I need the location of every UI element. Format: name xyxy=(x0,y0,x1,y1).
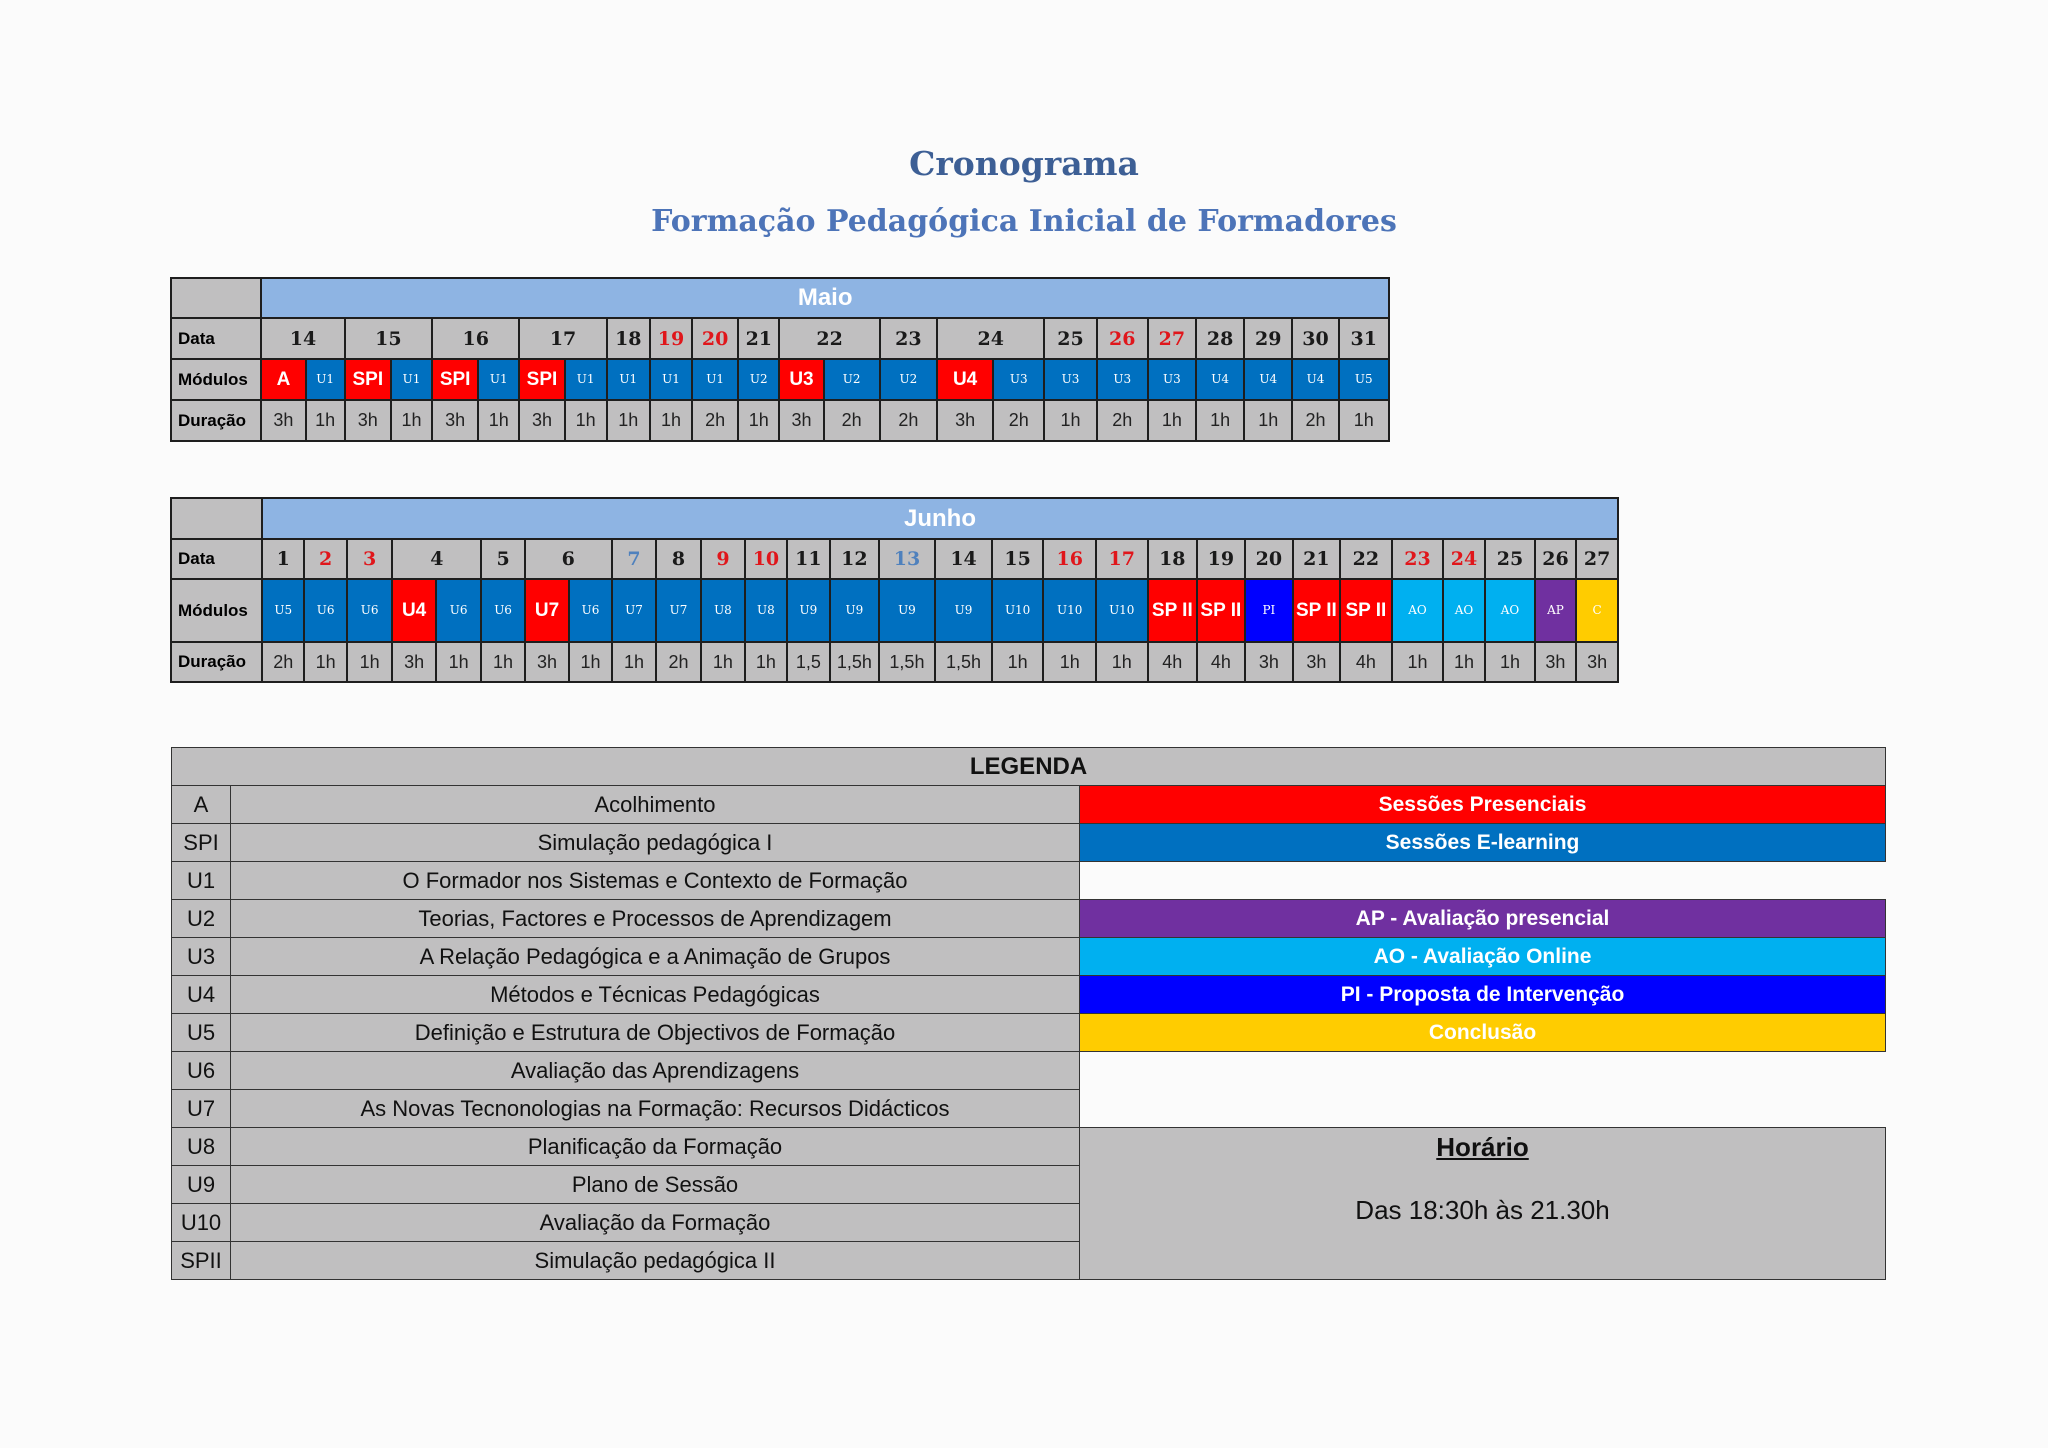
duration-cell: 1h xyxy=(1485,642,1535,682)
date-cell: 24 xyxy=(937,318,1044,359)
page-title: Cronograma xyxy=(909,144,1139,183)
duration-cell: 2h xyxy=(993,400,1044,441)
horario-text: Das 18:30h às 21.30h xyxy=(1355,1195,1610,1225)
row-label-modulos: Módulos xyxy=(171,579,262,642)
module-cell: SP II xyxy=(1197,579,1245,642)
junho-month-header: Junho xyxy=(262,498,1618,539)
date-cell: 30 xyxy=(1292,318,1338,359)
legend-code: U7 xyxy=(172,1090,231,1128)
module-cell: U9 xyxy=(830,579,879,642)
legend-description: Avaliação das Aprendizagens xyxy=(231,1052,1080,1090)
legend-color-key: Sessões E-learning xyxy=(1080,824,1886,862)
module-cell: SP II xyxy=(1340,579,1393,642)
date-cell: 27 xyxy=(1576,539,1618,579)
row-label-data: Data xyxy=(171,539,262,579)
module-cell: U2 xyxy=(824,359,880,400)
duration-cell: 2h xyxy=(1097,400,1148,441)
legend-description: Métodos e Técnicas Pedagógicas xyxy=(231,976,1080,1014)
date-cell: 25 xyxy=(1485,539,1535,579)
date-cell: 24 xyxy=(1443,539,1485,579)
legend-description: Avaliação da Formação xyxy=(231,1204,1080,1242)
duration-cell: 1,5h xyxy=(879,642,936,682)
date-cell: 17 xyxy=(519,318,606,359)
duration-cell: 1h xyxy=(1244,400,1292,441)
module-cell: U2 xyxy=(880,359,937,400)
legend-code: U10 xyxy=(172,1204,231,1242)
date-cell: 7 xyxy=(612,539,656,579)
junho-schedule-table xyxy=(170,497,1619,683)
duration-cell: 1h xyxy=(1148,400,1196,441)
module-cell: U6 xyxy=(436,579,481,642)
legend-description: Planificação da Formação xyxy=(231,1128,1080,1166)
module-cell: U1 xyxy=(650,359,692,400)
module-cell: U7 xyxy=(656,579,700,642)
legend-code: U8 xyxy=(172,1128,231,1166)
date-cell: 26 xyxy=(1097,318,1148,359)
maio-month-header: Maio xyxy=(261,278,1389,318)
duration-cell: 4h xyxy=(1148,642,1198,682)
legend-spacer xyxy=(1080,1052,1886,1128)
date-cell: 1 xyxy=(262,539,304,579)
duration-cell: 2h xyxy=(824,400,880,441)
duration-cell: 1h xyxy=(391,400,432,441)
legend-description: Simulação pedagógica I xyxy=(231,824,1080,862)
duration-cell: 2h xyxy=(692,400,738,441)
module-cell: U9 xyxy=(879,579,936,642)
date-cell: 15 xyxy=(992,539,1044,579)
duration-cell: 4h xyxy=(1197,642,1245,682)
date-cell: 26 xyxy=(1535,539,1576,579)
module-cell: U8 xyxy=(745,579,786,642)
module-cell: U4 xyxy=(1244,359,1292,400)
row-label-modulos: Módulos xyxy=(171,359,261,400)
duration-cell: 1h xyxy=(565,400,607,441)
maio-schedule-table xyxy=(170,277,1390,442)
module-cell: U1 xyxy=(478,359,519,400)
date-cell: 19 xyxy=(650,318,692,359)
date-cell: 16 xyxy=(432,318,519,359)
duration-cell: 2h xyxy=(262,642,304,682)
legend-code: U5 xyxy=(172,1014,231,1052)
module-cell: U10 xyxy=(1096,579,1148,642)
legend-code: U1 xyxy=(172,862,231,900)
duration-cell: 1,5h xyxy=(935,642,992,682)
module-cell: U4 xyxy=(392,579,435,642)
module-cell: U9 xyxy=(787,579,830,642)
date-cell: 14 xyxy=(261,318,344,359)
module-cell: U1 xyxy=(391,359,432,400)
module-cell: U4 xyxy=(1292,359,1338,400)
date-cell: 3 xyxy=(347,539,392,579)
module-cell: AO xyxy=(1392,579,1443,642)
duration-cell: 1h xyxy=(1043,642,1096,682)
duration-cell: 1h xyxy=(569,642,611,682)
module-cell: U1 xyxy=(565,359,607,400)
module-cell: U9 xyxy=(935,579,992,642)
date-cell: 19 xyxy=(1197,539,1245,579)
duration-cell: 3h xyxy=(1535,642,1576,682)
legend-code: SPI xyxy=(172,824,231,862)
legend-color-key: PI - Proposta de Intervenção xyxy=(1080,976,1886,1014)
date-cell: 27 xyxy=(1148,318,1196,359)
legend-spacer xyxy=(1080,862,1886,900)
duration-cell: 1h xyxy=(347,642,392,682)
date-cell: 13 xyxy=(879,539,936,579)
duration-cell: 1h xyxy=(738,400,779,441)
date-cell: 16 xyxy=(1043,539,1096,579)
legend-description: Teorias, Factores e Processos de Aprendizagem xyxy=(231,900,1080,938)
duration-cell: 1,5h xyxy=(830,642,879,682)
duration-cell: 1h xyxy=(992,642,1044,682)
duration-cell: 1h xyxy=(1443,642,1485,682)
module-cell: U8 xyxy=(701,579,745,642)
date-cell: 9 xyxy=(701,539,745,579)
duration-cell: 3h xyxy=(519,400,564,441)
legend-color-key: AP - Avaliação presencial xyxy=(1080,900,1886,938)
legend-description: Simulação pedagógica II xyxy=(231,1242,1080,1280)
duration-cell: 1h xyxy=(745,642,786,682)
module-cell: U6 xyxy=(347,579,392,642)
module-cell: U1 xyxy=(607,359,650,400)
duration-cell: 1h xyxy=(304,642,346,682)
legend-description: Plano de Sessão xyxy=(231,1166,1080,1204)
duration-cell: 3h xyxy=(261,400,305,441)
legend-code: U9 xyxy=(172,1166,231,1204)
row-label-data: Data xyxy=(171,318,261,359)
legend-color-key: Conclusão xyxy=(1080,1014,1886,1052)
date-cell: 29 xyxy=(1244,318,1292,359)
duration-cell: 3h xyxy=(525,642,569,682)
duration-cell: 3h xyxy=(432,400,478,441)
date-cell: 23 xyxy=(880,318,937,359)
duration-cell: 1h xyxy=(1096,642,1148,682)
module-cell: C xyxy=(1576,579,1618,642)
duration-cell: 2h xyxy=(880,400,937,441)
module-cell: A xyxy=(261,359,305,400)
legend-code: SPII xyxy=(172,1242,231,1280)
legend-description: O Formador nos Sistemas e Contexto de Formação xyxy=(231,862,1080,900)
date-cell: 2 xyxy=(304,539,346,579)
date-cell: 17 xyxy=(1096,539,1148,579)
module-cell: U1 xyxy=(692,359,738,400)
date-cell: 4 xyxy=(392,539,481,579)
module-cell: U4 xyxy=(937,359,993,400)
date-cell: 20 xyxy=(692,318,738,359)
legend-table xyxy=(171,747,1886,1280)
horario-title: Horário xyxy=(1436,1132,1529,1162)
date-cell: 20 xyxy=(1245,539,1294,579)
duration-cell: 2h xyxy=(656,642,700,682)
module-cell: U2 xyxy=(738,359,779,400)
date-cell: 14 xyxy=(935,539,992,579)
duration-cell: 4h xyxy=(1340,642,1393,682)
module-cell: U5 xyxy=(262,579,304,642)
duration-cell: 1h xyxy=(1196,400,1244,441)
legend-description: As Novas Tecnonologias na Formação: Recursos Didácticos xyxy=(231,1090,1080,1128)
module-cell: U4 xyxy=(1196,359,1244,400)
module-cell: U10 xyxy=(1043,579,1096,642)
date-cell: 6 xyxy=(525,539,612,579)
duration-cell: 1h xyxy=(306,400,345,441)
row-label-duracao: Duração xyxy=(171,642,262,682)
date-cell: 5 xyxy=(481,539,524,579)
module-cell: SPI xyxy=(432,359,478,400)
date-cell: 18 xyxy=(1148,539,1198,579)
duration-cell: 1h xyxy=(701,642,745,682)
date-cell: 12 xyxy=(830,539,879,579)
module-cell: SPI xyxy=(345,359,391,400)
legend-description: Acolhimento xyxy=(231,786,1080,824)
module-cell: SPI xyxy=(519,359,564,400)
date-cell: 11 xyxy=(787,539,830,579)
date-cell: 22 xyxy=(1340,539,1393,579)
duration-cell: 3h xyxy=(345,400,391,441)
duration-cell: 3h xyxy=(779,400,823,441)
date-cell: 31 xyxy=(1339,318,1389,359)
legend-color-key: AO - Avaliação Online xyxy=(1080,938,1886,976)
row-label-duracao: Duração xyxy=(171,400,261,441)
duration-cell: 1h xyxy=(1392,642,1443,682)
legend-description: Definição e Estrutura de Objectivos de Formação xyxy=(231,1014,1080,1052)
duration-cell: 3h xyxy=(1293,642,1340,682)
module-cell: U10 xyxy=(992,579,1044,642)
date-cell: 10 xyxy=(745,539,786,579)
legend-code: U6 xyxy=(172,1052,231,1090)
date-cell: 8 xyxy=(656,539,700,579)
duration-cell: 1h xyxy=(1044,400,1096,441)
module-cell: SP II xyxy=(1293,579,1340,642)
module-cell: AO xyxy=(1485,579,1535,642)
duration-cell: 3h xyxy=(392,642,435,682)
module-cell: U3 xyxy=(779,359,823,400)
module-cell: U6 xyxy=(569,579,611,642)
duration-cell: 1,5 xyxy=(787,642,830,682)
module-cell: U1 xyxy=(306,359,345,400)
legend-description: A Relação Pedagógica e a Animação de Grupos xyxy=(231,938,1080,976)
legend-code: U3 xyxy=(172,938,231,976)
corner-cell xyxy=(171,278,261,318)
date-cell: 28 xyxy=(1196,318,1244,359)
legend-color-key: Sessões Presenciais xyxy=(1080,786,1886,824)
date-cell: 23 xyxy=(1392,539,1443,579)
module-cell: PI xyxy=(1245,579,1294,642)
module-cell: U7 xyxy=(525,579,569,642)
module-cell: AP xyxy=(1535,579,1576,642)
module-cell: AO xyxy=(1443,579,1485,642)
date-cell: 25 xyxy=(1044,318,1096,359)
date-cell: 22 xyxy=(779,318,879,359)
corner-cell xyxy=(171,498,262,539)
page-subtitle: Formação Pedagógica Inicial de Formadores xyxy=(651,204,1397,239)
duration-cell: 1h xyxy=(436,642,481,682)
date-cell: 18 xyxy=(607,318,650,359)
duration-cell: 3h xyxy=(1245,642,1294,682)
module-cell: SP II xyxy=(1148,579,1198,642)
legend-code: A xyxy=(172,786,231,824)
duration-cell: 1h xyxy=(1339,400,1389,441)
date-cell: 15 xyxy=(345,318,432,359)
date-cell: 21 xyxy=(1293,539,1340,579)
module-cell: U7 xyxy=(612,579,656,642)
module-cell: U3 xyxy=(1044,359,1096,400)
module-cell: U3 xyxy=(1148,359,1196,400)
duration-cell: 2h xyxy=(1292,400,1338,441)
legend-title: LEGENDA xyxy=(172,748,1886,786)
module-cell: U6 xyxy=(481,579,524,642)
module-cell: U3 xyxy=(993,359,1044,400)
module-cell: U3 xyxy=(1097,359,1148,400)
date-cell: 21 xyxy=(738,318,779,359)
legend-code: U2 xyxy=(172,900,231,938)
duration-cell: 3h xyxy=(1576,642,1618,682)
duration-cell: 3h xyxy=(937,400,993,441)
horario-box xyxy=(1080,1128,1886,1280)
duration-cell: 1h xyxy=(607,400,650,441)
module-cell: U5 xyxy=(1339,359,1389,400)
duration-cell: 1h xyxy=(481,642,524,682)
legend-code: U4 xyxy=(172,976,231,1014)
duration-cell: 1h xyxy=(478,400,519,441)
duration-cell: 1h xyxy=(612,642,656,682)
duration-cell: 1h xyxy=(650,400,692,441)
module-cell: U6 xyxy=(304,579,346,642)
